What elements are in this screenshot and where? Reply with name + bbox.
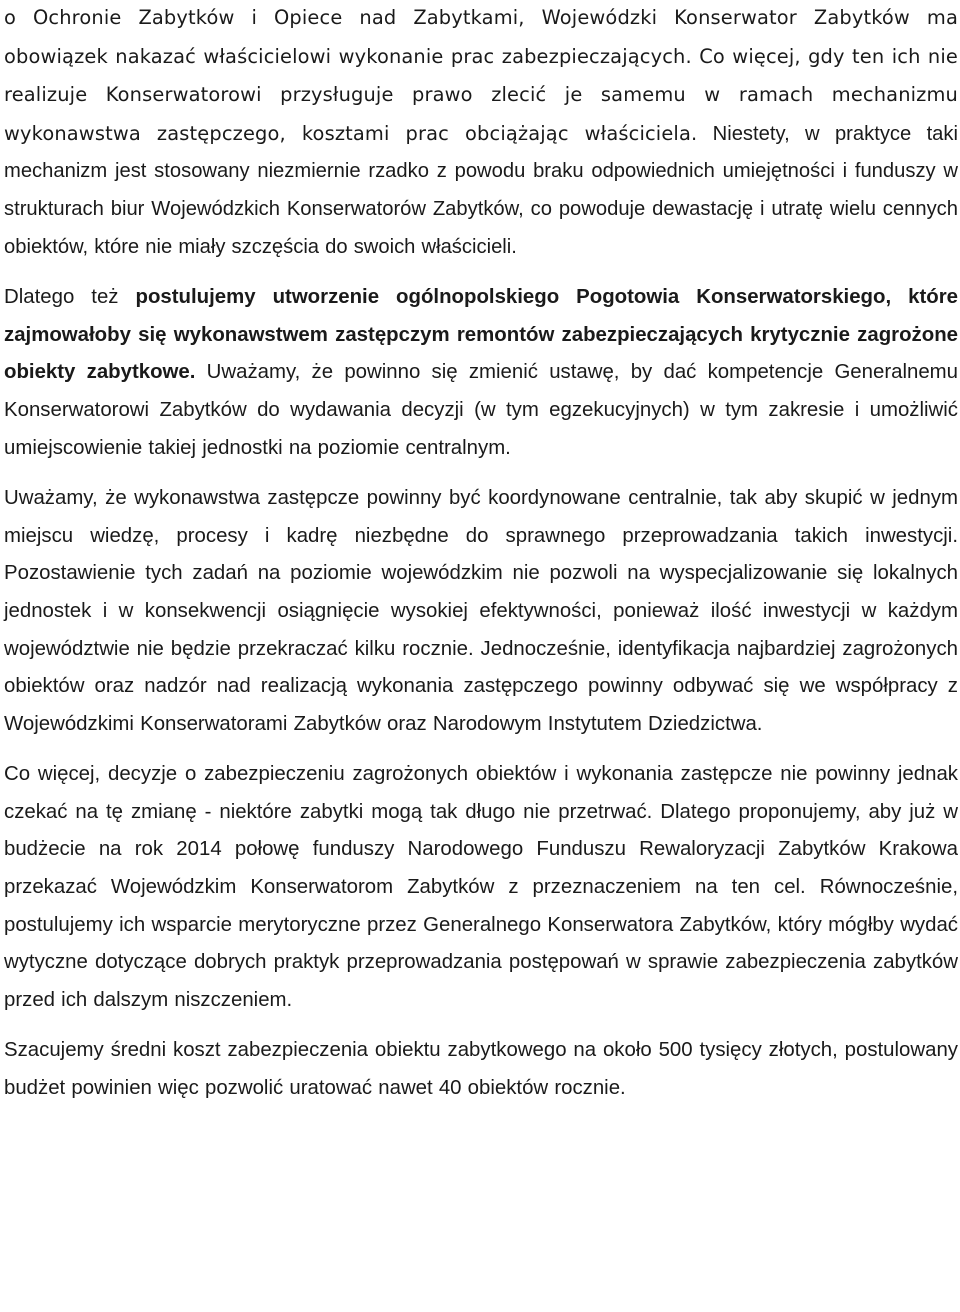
- document-page: [4, 0, 958, 1108]
- paragraph-1-part-a: o Ochronie Zabytków i Opiece nad Zabytkami, Wojewódzki Konserwator Zabytków ma obowiązek nakazać właścicielowi wykonanie prac zabezpieczających. Co więcej, gdy ten ich nie realizuje Konserwatorowi przysługuje prawo zlecić je samemu w ramach mechanizmu wykonawstwa zastępczego, kosztami prac obciążając właściciela.: [4, 6, 958, 145]
- paragraph-1: [4, 0, 958, 266]
- paragraph-5: Szacujemy średni koszt zabezpieczenia obiektu zabytkowego na około 500 tysięcy złotych, postulowany budżet powinien więc pozwolić uratować nawet 40 obiektów rocznie.: [4, 1039, 958, 1100]
- paragraph-2: [4, 279, 958, 467]
- paragraph-2-rest: Uważamy, że powinno się zmienić ustawę, by dać kompetencje Generalnemu Konserwatorowi Zabytków do wydawania decyzji (w tym egzekucyjnych) w tym zakresie i umożliwić umiejscowienie takiej jednostki na poziomie centralnym.: [4, 361, 958, 459]
- paragraph-4: Co więcej, decyzje o zabezpieczeniu zagrożonych obiektów i wykonania zastępcze nie powinny jednak czekać na tę zmianę - niektóre zabytki mogą tak długo nie przetrwać. Dlatego proponujemy, aby już w budżecie na rok 2014 połowę funduszy Narodowego Funduszu Rewaloryzacji Zabytków Krakowa przekazać Wojewódzkim Konserwatorom Zabytków z przeznaczeniem na ten cel. Równocześnie, postulujemy ich wsparcie merytoryczne przez Generalnego Konserwatora Zabytków, który mógłby wydać wytyczne dotyczące dobrych praktyk przeprowadzania postępowań w sprawie zabezpieczenia zabytków przed ich dalszym niszczeniem.: [4, 763, 958, 1011]
- paragraph-spacer: [4, 743, 958, 756]
- paragraph-3: Uważamy, że wykonawstwa zastępcze powinny być koordynowane centralnie, tak aby skupić w jednym miejscu wiedzę, procesy i kadrę niezbędne do sprawnego przeprowadzania takich inwestycji. Pozostawienie tych zadań na poziomie wojewódzkim nie pozwoli na wyspecjalizowanie się lokalnych jednostek i w konsekwencji osiągnięcie wysokiej efektywności, ponieważ ilość inwestycji w każdym województwie nie będzie przekraczać kilku rocznie. Jednocześnie, identyfikacja najbardziej zagrożonych obiektów oraz nadzór nad realizacją wykonania zastępczego powinny odbywać się we współpracy z Wojewódzkimi Konserwatorami Zabytków oraz Narodowym Instytutem Dziedzictwa.: [4, 487, 958, 735]
- paragraph-2-bold-postulate: postulujemy utworzenie ogólnopolskiego Pogotowia Konserwatorskiego, które zajmowałoby się wykonawstwem zastępczym remontów zabezpieczających krytycznie zagrożone obiekty zabytkowe.: [4, 286, 958, 384]
- paragraph-spacer: [4, 1019, 958, 1032]
- paragraph-spacer: [4, 266, 958, 279]
- paragraph-1-part-b: Niestety, w praktyce taki mechanizm jest stosowany niezmiernie rzadko z powodu braku odpowiednich umiejętności i funduszy w strukturach biur Wojewódzkich Konserwatorów Zabytków, co powoduje dewastację i utratę wielu cennych obiektów, które nie miały szczęścia do swoich właścicieli.: [4, 122, 958, 258]
- paragraph-2-intro: Dlatego też: [4, 286, 136, 309]
- paragraph-spacer: [4, 467, 958, 480]
